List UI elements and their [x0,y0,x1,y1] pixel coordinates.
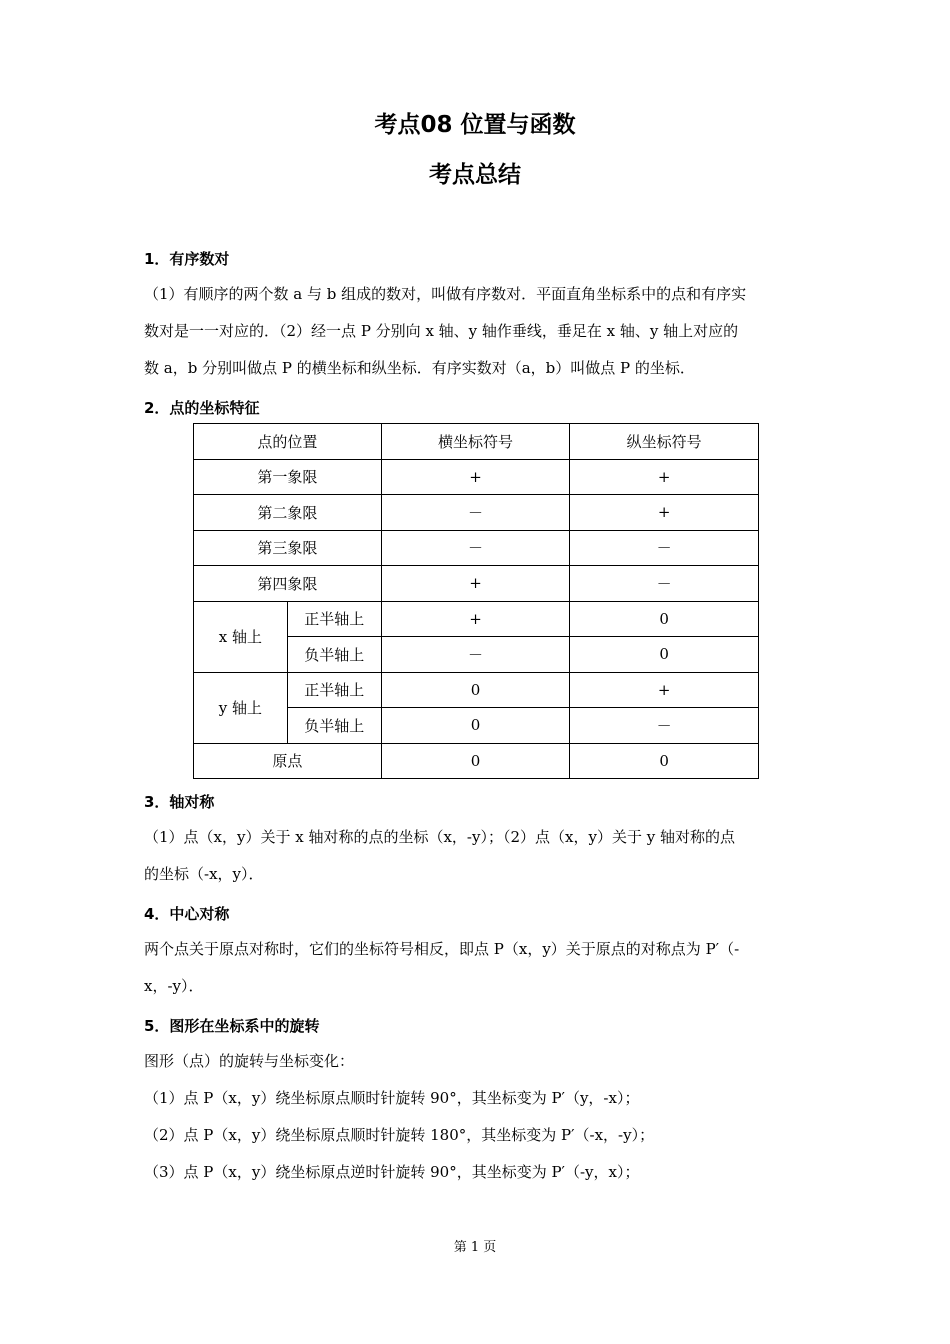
paragraph-line: 数 a，b 分别叫做点 P 的横坐标和纵坐标．有序实数对（a，b）叫做点 P 的坐标． [144,359,695,377]
table-row [194,672,759,708]
table-cell: 第三象限 [194,530,382,566]
table-header: 点的位置 [194,424,382,460]
paragraph-line: 数对是一一对应的．（2）经一点 P 分别向 x 轴、y 轴作垂线，垂足在 x 轴、y 轴上对应的 [144,322,739,340]
table-cell: － [381,530,570,566]
paragraph-line: 的坐标（-x，y）． [144,865,264,883]
table-cell: 原点 [194,743,382,779]
table-cell: + [570,495,759,531]
table-cell: － [570,566,759,602]
table-cell: 0 [570,743,759,779]
paragraph-line: （3）点 P（x，y）绕坐标原点逆时针旋转 90°，其坐标变为 P′（-y，x）； [144,1163,640,1181]
table-row [194,601,759,637]
section-heading-rotation: 5．图形在坐标系中的旋转 [144,1017,320,1035]
section-heading-ordered-pairs: 1．有序数对 [144,250,230,268]
table-cell: + [570,672,759,708]
paragraph-line: 图形（点）的旋转与坐标变化： [144,1052,355,1070]
table-cell: x 轴上 [194,601,288,672]
table-cell: 第四象限 [194,566,382,602]
table-row [194,459,759,495]
section-heading-axial-symmetry: 3．轴对称 [144,793,215,811]
table-cell: 0 [381,708,570,744]
table-cell: － [570,530,759,566]
table-row [194,530,759,566]
page-title: 考点08 位置与函数 [374,112,576,138]
table-cell: + [381,566,570,602]
table-cell: 负半轴上 [287,637,381,673]
table-header: 纵坐标符号 [570,424,759,460]
table-cell: 0 [570,601,759,637]
paragraph-line: （1）有顺序的两个数 a 与 b 组成的数对，叫做有序数对．平面直角坐标系中的点和有序实 [144,285,747,303]
table-cell: － [570,708,759,744]
table-cell: 正半轴上 [287,601,381,637]
paragraph-line: 两个点关于原点对称时，它们的坐标符号相反，即点 P（x，y）关于原点的对称点为 P′（- [144,940,740,958]
table-cell: 第二象限 [194,495,382,531]
table-cell: 负半轴上 [287,708,381,744]
table-cell: + [381,459,570,495]
table-cell: － [381,495,570,531]
table-row [194,566,759,602]
table-cell: y 轴上 [194,672,288,743]
table-header-row [194,424,759,460]
paragraph-line: （1）点（x，y）关于 x 轴对称的点的坐标（x，-y）；（2）点（x，y）关于 y 轴对称的点 [144,828,735,846]
section-heading-central-symmetry: 4．中心对称 [144,905,230,923]
page-subtitle: 考点总结 [429,162,521,188]
paragraph-line: x，-y）． [144,977,204,995]
table-cell: 0 [381,743,570,779]
table-row [194,743,759,779]
table-cell: 0 [570,637,759,673]
table-cell: 0 [381,672,570,708]
page-number: 第 1 页 [453,1240,497,1255]
table-cell: 第一象限 [194,459,382,495]
paragraph-line: （1）点 P（x，y）绕坐标原点顺时针旋转 90°，其坐标变为 P′（y，-x）； [144,1089,640,1107]
table-header: 横坐标符号 [381,424,570,460]
table-cell: － [381,637,570,673]
table-cell: + [381,601,570,637]
coordinate-sign-table [193,423,759,779]
section-heading-coordinate-features: 2．点的坐标特征 [144,399,260,417]
table-cell: + [570,459,759,495]
table-row [194,495,759,531]
table-cell: 正半轴上 [287,672,381,708]
paragraph-line: （2）点 P（x，y）绕坐标原点顺时针旋转 180°，其坐标变为 P′（-x，-y）； [144,1126,655,1144]
